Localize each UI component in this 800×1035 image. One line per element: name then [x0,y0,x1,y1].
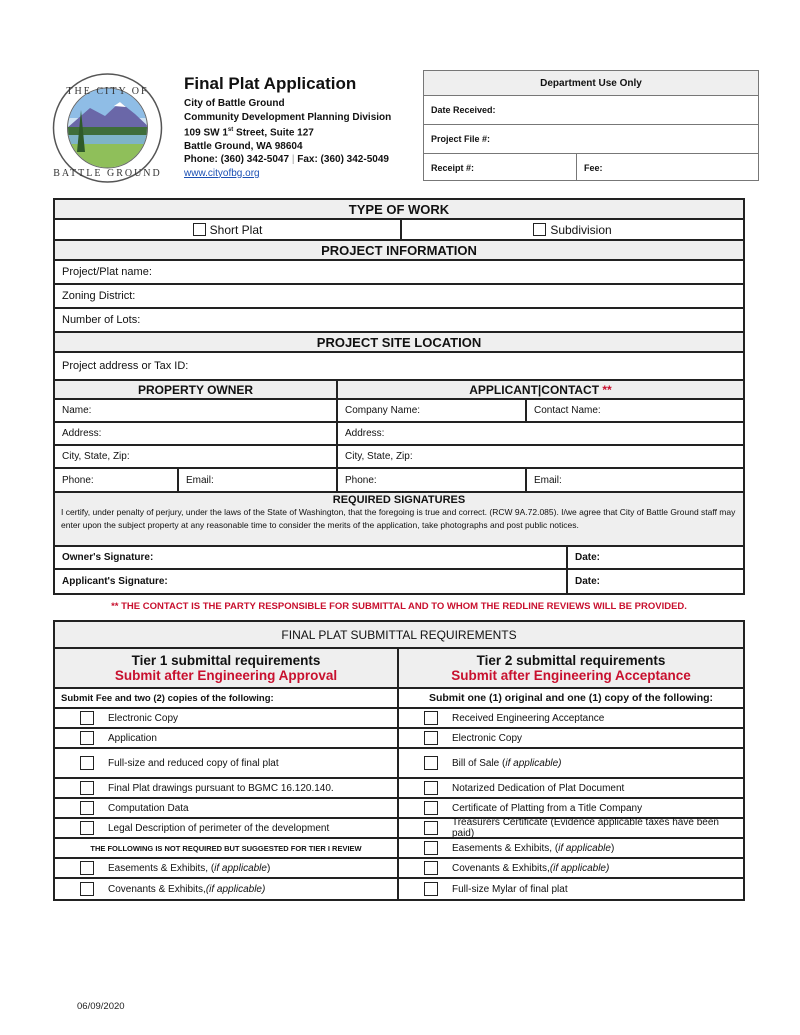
checkbox[interactable] [424,801,438,815]
tier1-suggested-header: THE FOLLOWING IS NOT REQUIRED BUT SUGGESTED FOR TIER I REVIEW [55,839,397,859]
phone-number: Phone: (360) 342-5047 [184,154,290,166]
street-post: Street, Suite 127 [233,127,314,139]
item-italic: if applicable [558,842,611,854]
fax-number: Fax: (360) 342-5049 [297,154,389,166]
item-italic: (if applicable) [205,883,266,895]
item-label: Treasurers Certificate (Evidence applicable taxes have been paid) [451,817,719,839]
short-plat-option[interactable] [55,220,402,239]
owner-email-field[interactable]: Email: [179,469,338,491]
project-information-title: PROJECT INFORMATION [55,241,743,259]
item-label: Bill of Sale ( [452,757,506,769]
tier1-header [55,649,399,687]
owner-phone-field[interactable]: Phone: [55,469,179,491]
checkbox[interactable] [424,882,438,896]
fee-field[interactable]: Fee: [584,162,603,173]
owner-signature-field[interactable]: Owner's Signature: [55,547,568,568]
tier1-item[interactable] [55,819,397,839]
applicant-email-field[interactable]: Email: [534,474,562,486]
street-address [184,124,391,140]
tier1-item[interactable] [55,709,397,729]
item-label: Easements & Exhibits, ( [452,842,559,854]
org-address-block [184,97,391,180]
tier1-subtitle: Submit after Engineering Approval [114,668,338,683]
tier2-item[interactable] [399,779,743,799]
required-signatures-section [55,493,743,545]
project-site-location-title: PROJECT SITE LOCATION [55,333,743,351]
application-form [53,198,745,595]
department-use-title: Department Use Only [424,71,758,96]
item-label: Covenants & Exhibits, [108,883,206,895]
tier2-item[interactable] [399,819,743,839]
number-of-lots-field[interactable]: Number of Lots: [62,314,141,326]
project-file-field[interactable]: Project File #: [424,125,758,154]
applicant-contact-label: APPLICANT|CONTACT [469,382,600,397]
item-label: Electronic Copy [108,712,179,724]
tier2-item[interactable] [399,729,743,749]
city-line: Battle Ground, WA 98604 [184,140,303,152]
tier1-suggested-item[interactable] [55,859,397,879]
item-tail: ) [610,842,615,854]
checkbox[interactable] [80,821,94,835]
tier1-item[interactable] [55,799,397,819]
requirements-title: FINAL PLAT SUBMITTAL REQUIREMENTS [55,622,743,647]
item-label: Application [108,732,157,744]
item-label: Notarized Dedication of Plat Document [452,782,625,794]
checkbox[interactable] [80,861,94,875]
item-label: Computation Data [108,802,189,814]
applicant-address-field[interactable]: Address: [345,428,385,439]
applicant-phone-field[interactable]: Phone: [338,469,527,491]
checkbox[interactable] [424,711,438,725]
tier2-item[interactable] [399,839,743,859]
applicant-contact-title [338,381,743,398]
tier2-instruction: Submit one (1) original and one (1) copy of the following: [428,692,714,704]
short-plat-checkbox[interactable] [193,223,206,236]
tier2-list [399,709,743,899]
item-label: Final Plat drawings pursuant to BGMC 16.120.140. [108,782,334,794]
project-address-field[interactable]: Project address or Tax ID: [62,360,189,372]
street-sup: st [227,127,234,133]
date-received-field[interactable]: Date Received: [424,96,758,125]
item-label: Full-size Mylar of final plat [452,883,568,895]
checkbox[interactable] [424,781,438,795]
tier1-title: Tier 1 submittal requirements [131,653,321,668]
tier2-item[interactable] [399,879,743,899]
property-owner-title: PROPERTY OWNER [55,381,338,398]
department-use-box [423,70,759,181]
company-name-field[interactable]: Company Name: [338,400,527,421]
tier1-item[interactable] [55,729,397,749]
tier2-item[interactable] [399,799,743,819]
contact-name-field[interactable]: Contact Name: [534,405,601,416]
page-title: Final Plat Application [184,74,357,93]
svg-text:THE CITY OF: THE CITY OF [66,86,149,97]
tier2-item[interactable] [399,859,743,879]
owner-signature-date-field[interactable]: Date: [575,552,601,563]
certification-text: I certify, under penalty of perjury, under the laws of the State of Washington, that the foregoing is true and correct. (RCW 9A.72.085). I/we agree that City of Battle Ground staff may enter upon the subject property at any reasonable time to consider the merits of the application, take photographs and post public notices. [61,507,736,530]
checkbox[interactable] [80,731,94,745]
item-tail: ) [266,862,271,874]
revision-date: 06/09/2020 [77,1001,125,1012]
receipt-fee-row [424,154,758,181]
receipt-field[interactable]: Receipt #: [424,154,577,181]
checkbox[interactable] [80,711,94,725]
subdivision-option[interactable] [402,220,743,239]
contact-responsibility-note: ** THE CONTACT IS THE PARTY RESPONSIBLE FOR SUBMITTAL AND TO WHOM THE REDLINE REVIEWS WILL BE PROVIDED. [111,601,687,612]
item-label: Full-size and reduced copy of final plat [108,757,279,769]
tier1-item[interactable] [55,779,397,799]
checkbox[interactable] [424,861,438,875]
applicant-city-state-zip-field[interactable]: City, State, Zip: [345,451,413,462]
item-label: Legal Description of perimeter of the development [108,822,330,834]
applicant-signature-date-field[interactable]: Date: [575,576,601,587]
applicant-signature-field[interactable]: Applicant's Signature: [55,570,568,593]
owner-name-field[interactable]: Name: [55,400,338,421]
item-label: Electronic Copy [452,732,523,744]
division-name: Community Development Planning Division [184,111,392,123]
checkbox[interactable] [80,781,94,795]
item-italic: if applicable) [505,757,562,769]
tier1-suggested-item[interactable] [55,879,397,899]
item-italic: (if applicable) [549,862,610,874]
tier2-subtitle: Submit after Engineering Acceptance [451,668,691,683]
tier1-instruction: Submit Fee and two (2) copies of the following: [55,689,399,707]
svg-text:BATTLE GROUND: BATTLE GROUND [53,168,162,179]
item-label: Covenants & Exhibits, [452,862,550,874]
required-signatures-title: REQUIRED SIGNATURES [332,494,466,506]
checkbox[interactable] [80,882,94,896]
street-pre: 109 SW 1 [184,127,228,139]
tier1-list [55,709,399,899]
applicant-marker: ** [602,382,612,397]
tier2-item[interactable] [399,749,743,779]
item-label: Easements & Exhibits, ( [108,862,215,874]
zoning-district-field[interactable]: Zoning District: [62,290,136,302]
short-plat-label: Short Plat [209,222,263,237]
tier1-item[interactable] [55,749,397,779]
checkbox[interactable] [80,801,94,815]
separator: | [289,154,298,166]
owner-city-state-zip-field[interactable]: City, State, Zip: [55,446,338,467]
submittal-requirements-table [53,620,745,901]
tier2-header [399,649,743,687]
org-name: City of Battle Ground [184,98,285,109]
item-label: Received Engineering Acceptance [452,712,605,724]
owner-address-field[interactable]: Address: [55,423,338,444]
checkbox[interactable] [80,756,94,770]
subdivision-checkbox[interactable] [533,223,546,236]
item-label: Certificate of Platting from a Title Company [452,802,643,814]
tier2-title: Tier 2 submittal requirements [476,653,666,668]
tier2-item[interactable] [399,709,743,729]
checkbox[interactable] [424,731,438,745]
checkbox[interactable] [424,821,438,835]
project-plat-name-field[interactable]: Project/Plat name: [62,266,152,278]
subdivision-label: Subdivision [550,222,612,237]
phone-fax-line [184,153,391,167]
city-seal-logo [50,72,165,184]
checkbox[interactable] [424,756,438,770]
checkbox[interactable] [424,841,438,855]
item-italic: if applicable [214,862,267,874]
website-link[interactable]: www.cityofbg.org [184,167,260,179]
type-of-work-title: TYPE OF WORK [55,200,743,218]
